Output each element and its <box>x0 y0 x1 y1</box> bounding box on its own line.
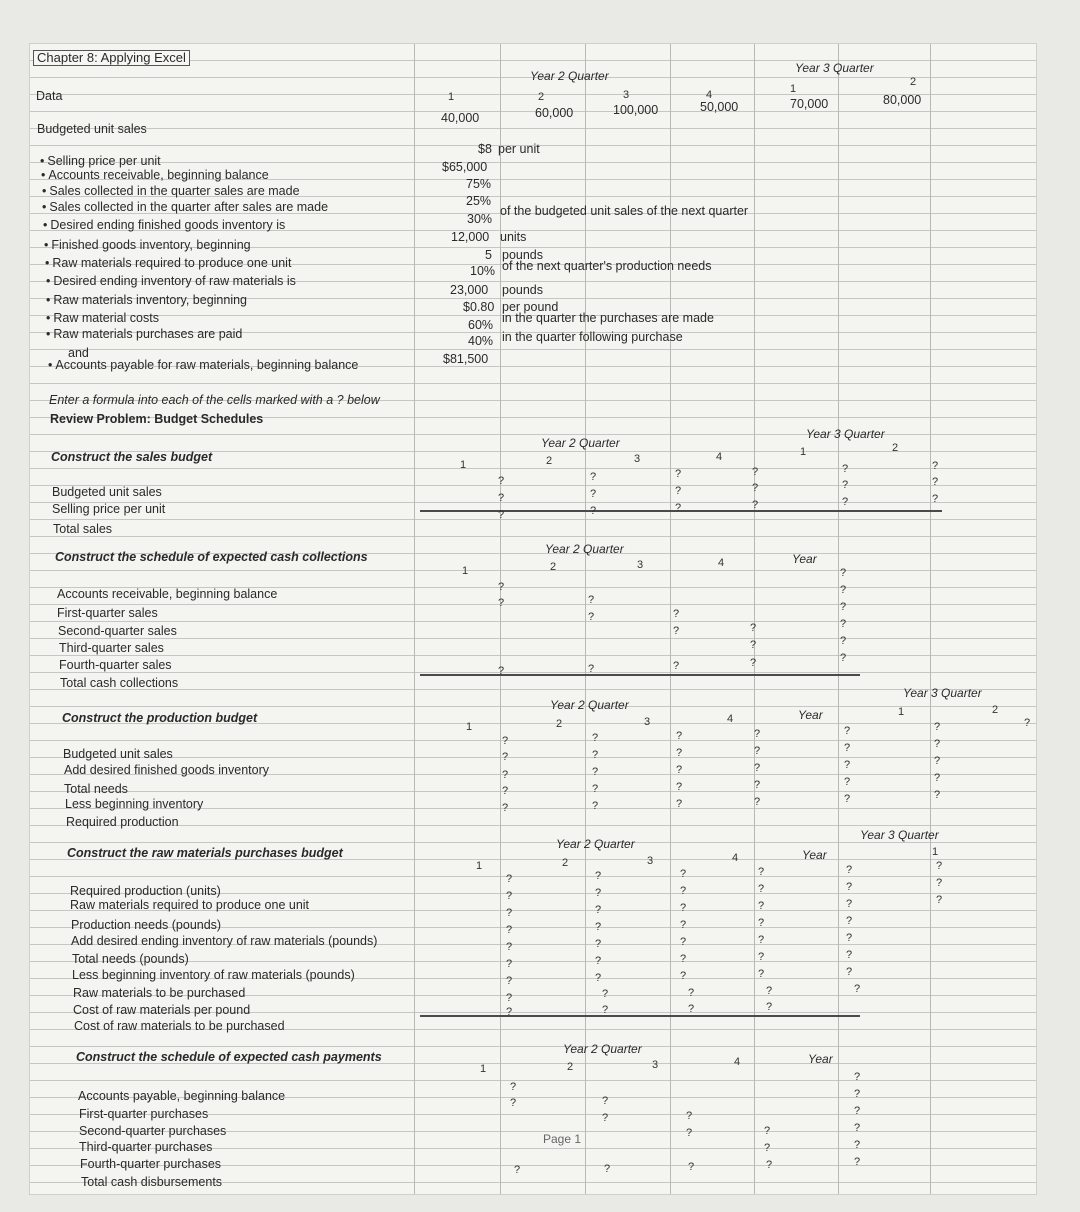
budgeted-units-value[interactable]: 100,000 <box>613 103 659 117</box>
collections-quarter: 1 <box>462 565 469 577</box>
formula-cell[interactable]: ? <box>498 509 505 521</box>
input-label: • Raw materials inventory, beginning <box>46 293 247 307</box>
input-label: • Finished goods inventory, beginning <box>44 238 251 252</box>
formula-cell[interactable]: ? <box>686 1110 693 1122</box>
formula-cell[interactable]: ? <box>688 987 695 999</box>
formula-cell[interactable]: ? <box>854 1071 861 1083</box>
formula-cell[interactable]: ? <box>854 1088 861 1100</box>
formula-cell[interactable]: ? <box>506 1006 513 1018</box>
formula-cell[interactable]: ? <box>854 1122 861 1134</box>
formula-cell[interactable]: ? <box>506 924 513 936</box>
formula-cell[interactable]: ? <box>750 657 757 669</box>
formula-cell[interactable]: ? <box>752 466 759 478</box>
payments-year-label: Year <box>808 1052 833 1066</box>
data-year2-header: Year 2 Quarter <box>530 69 609 83</box>
formula-cell[interactable]: ? <box>592 749 599 761</box>
formula-cell[interactable]: ? <box>758 900 765 912</box>
collections-row-label: First-quarter sales <box>57 606 158 620</box>
formula-cell[interactable]: ? <box>1024 717 1031 729</box>
formula-cell[interactable]: ? <box>595 870 602 882</box>
formula-cell[interactable]: ? <box>688 1003 695 1015</box>
data-quarter: 2 <box>910 76 917 88</box>
formula-cell[interactable]: ? <box>506 907 513 919</box>
input-value[interactable]: 40% <box>468 334 494 348</box>
formula-cell[interactable]: ? <box>686 1127 693 1139</box>
data-quarter: 1 <box>790 83 797 95</box>
formula-cell[interactable]: ? <box>595 904 602 916</box>
sales-year3-header: Year 3 Quarter <box>806 427 885 441</box>
chapter-title: Chapter 8: Applying Excel <box>33 50 190 66</box>
formula-cell[interactable]: ? <box>932 493 939 505</box>
formula-cell[interactable]: ? <box>680 953 687 965</box>
sales-row-label: Total sales <box>53 522 113 536</box>
formula-cell[interactable]: ? <box>592 732 599 744</box>
formula-cell[interactable]: ? <box>932 460 939 472</box>
formula-cell[interactable]: ? <box>498 597 505 609</box>
formula-cell[interactable]: ? <box>758 951 765 963</box>
formula-cell[interactable]: ? <box>766 1001 773 1013</box>
formula-cell[interactable]: ? <box>934 738 941 750</box>
production-row-label: Required production <box>66 815 179 829</box>
total-rule <box>420 674 860 676</box>
formula-cell[interactable]: ? <box>602 1004 609 1016</box>
raw-quarter: 1 <box>476 860 483 872</box>
sales-budget-title: Construct the sales budget <box>51 450 213 464</box>
raw-quarter: 4 <box>732 852 739 864</box>
formula-cell[interactable]: ? <box>502 751 509 763</box>
formula-cell[interactable]: ? <box>602 1095 609 1107</box>
formula-cell[interactable]: ? <box>846 864 853 876</box>
payments-row-label: Second-quarter purchases <box>79 1124 227 1138</box>
formula-cell[interactable]: ? <box>595 955 602 967</box>
formula-cell[interactable]: ? <box>754 779 761 791</box>
formula-cell[interactable]: ? <box>750 622 757 634</box>
data-label: Data <box>36 89 63 103</box>
formula-cell[interactable]: ? <box>846 932 853 944</box>
formula-cell[interactable]: ? <box>588 611 595 623</box>
formula-cell[interactable]: ? <box>754 728 761 740</box>
input-label: • Raw materials purchases are paid <box>46 327 242 341</box>
formula-cell[interactable]: ? <box>766 985 773 997</box>
raw-row-label: Required production (units) <box>70 884 221 898</box>
sales-quarter: 1 <box>800 446 807 458</box>
raw-row-label: Raw materials to be purchased <box>73 986 246 1000</box>
raw-row-label: Cost of raw materials to be purchased <box>74 1019 285 1033</box>
payments-quarter: 1 <box>480 1063 487 1075</box>
raw-materials-title: Construct the raw materials purchases budget <box>67 846 343 860</box>
formula-cell[interactable]: ? <box>673 660 680 672</box>
sales-quarter: 2 <box>892 442 899 454</box>
formula-cell[interactable]: ? <box>590 488 597 500</box>
payments-row-label: Third-quarter purchases <box>79 1140 213 1154</box>
formula-cell[interactable]: ? <box>506 958 513 970</box>
formula-cell[interactable]: ? <box>604 1163 611 1175</box>
raw-row-label: Total needs (pounds) <box>72 952 189 966</box>
formula-cell[interactable]: ? <box>510 1097 517 1109</box>
formula-cell[interactable]: ? <box>595 972 602 984</box>
formula-cell[interactable]: ? <box>680 885 687 897</box>
formula-cell[interactable]: ? <box>588 594 595 606</box>
production-quarter: 1 <box>898 706 905 718</box>
input-value[interactable]: 12,000 <box>451 230 490 244</box>
formula-cell[interactable]: ? <box>854 983 861 995</box>
collections-row-label: Accounts receivable, beginning balance <box>57 587 278 601</box>
column-divider <box>838 44 839 1194</box>
input-label: • Accounts receivable, beginning balance <box>41 168 269 182</box>
formula-cell[interactable]: ? <box>840 601 847 613</box>
formula-cell[interactable]: ? <box>590 471 597 483</box>
input-value[interactable]: $65,000 <box>442 160 488 174</box>
formula-cell[interactable]: ? <box>758 883 765 895</box>
formula-cell[interactable]: ? <box>934 789 941 801</box>
payments-quarter: 4 <box>734 1056 741 1068</box>
formula-cell[interactable]: ? <box>602 1112 609 1124</box>
formula-cell[interactable]: ? <box>595 921 602 933</box>
formula-cell[interactable]: ? <box>840 584 847 596</box>
formula-cell[interactable]: ? <box>844 725 851 737</box>
formula-cell[interactable]: ? <box>842 463 849 475</box>
formula-cell[interactable]: ? <box>750 639 757 651</box>
column-divider <box>414 44 415 1194</box>
formula-cell[interactable]: ? <box>758 934 765 946</box>
formula-cell[interactable]: ? <box>675 502 682 514</box>
formula-cell[interactable]: ? <box>676 781 683 793</box>
input-value[interactable]: $0.80 <box>463 300 495 314</box>
sales-row-label: Budgeted unit sales <box>52 485 162 499</box>
page-label: Page 1 <box>543 1132 582 1146</box>
formula-cell[interactable]: ? <box>676 747 683 759</box>
payments-row-label: Accounts payable, beginning balance <box>78 1089 286 1103</box>
formula-cell[interactable]: ? <box>846 898 853 910</box>
raw-row-label: Raw materials required to produce one unit <box>70 898 310 912</box>
payments-quarter: 3 <box>652 1059 659 1071</box>
collections-year2-header: Year 2 Quarter <box>545 542 624 556</box>
input-label: • Raw materials required to produce one unit <box>45 256 291 270</box>
formula-cell[interactable]: ? <box>673 608 680 620</box>
formula-cell[interactable]: ? <box>676 798 683 810</box>
input-value[interactable]: $8 <box>478 142 492 156</box>
formula-cell[interactable]: ? <box>840 652 847 664</box>
budgeted-units-value[interactable]: 70,000 <box>790 97 829 111</box>
sales-year2-header: Year 2 Quarter <box>541 436 620 450</box>
formula-cell[interactable]: ? <box>844 742 851 754</box>
formula-cell[interactable]: ? <box>754 745 761 757</box>
formula-cell[interactable]: ? <box>758 917 765 929</box>
formula-cell[interactable]: ? <box>502 735 509 747</box>
formula-cell[interactable]: ? <box>758 968 765 980</box>
formula-cell[interactable]: ? <box>506 890 513 902</box>
formula-cell[interactable]: ? <box>680 919 687 931</box>
formula-cell[interactable]: ? <box>840 567 847 579</box>
input-value[interactable]: 30% <box>467 212 493 226</box>
formula-cell[interactable]: ? <box>588 663 595 675</box>
production-budget-title: Construct the production budget <box>62 711 258 725</box>
formula-cell[interactable]: ? <box>844 793 851 805</box>
budgeted-units-value[interactable]: 40,000 <box>441 111 480 125</box>
payments-row-label: Total cash disbursements <box>81 1175 223 1189</box>
formula-cell[interactable]: ? <box>514 1164 521 1176</box>
formula-cell[interactable]: ? <box>676 764 683 776</box>
data-quarter: 2 <box>538 91 545 103</box>
formula-cell[interactable]: ? <box>498 475 505 487</box>
formula-cell[interactable]: ? <box>498 665 505 677</box>
formula-cell[interactable]: ? <box>502 802 509 814</box>
column-divider <box>930 44 931 1194</box>
formula-cell[interactable]: ? <box>752 482 759 494</box>
collections-row-label: Second-quarter sales <box>58 624 177 638</box>
collections-quarter: 3 <box>637 559 644 571</box>
formula-cell[interactable]: ? <box>498 581 505 593</box>
formula-cell[interactable]: ? <box>676 730 683 742</box>
input-value[interactable]: $81,500 <box>443 352 489 366</box>
raw-year2-header: Year 2 Quarter <box>556 837 635 851</box>
formula-cell[interactable]: ? <box>502 769 509 781</box>
collections-quarter: 4 <box>718 557 725 569</box>
collections-row-label: Fourth-quarter sales <box>59 658 172 672</box>
cash-payments-title: Construct the schedule of expected cash payments <box>76 1050 382 1064</box>
review-title: Review Problem: Budget Schedules <box>50 412 264 426</box>
raw-year-label: Year <box>802 848 827 862</box>
formula-cell[interactable]: ? <box>675 468 682 480</box>
budgeted-units-value[interactable]: 80,000 <box>883 93 922 107</box>
input-note: in the quarter following purchase <box>502 330 683 344</box>
raw-quarter: 2 <box>562 857 569 869</box>
input-value[interactable]: 23,000 <box>450 283 489 297</box>
formula-cell[interactable]: ? <box>840 635 847 647</box>
formula-cell[interactable]: ? <box>680 970 687 982</box>
input-label: • Selling price per unit <box>40 154 161 168</box>
formula-cell[interactable]: ? <box>590 505 597 517</box>
input-note: per unit <box>498 142 540 156</box>
input-label: and <box>68 346 89 360</box>
raw-row-label: Add desired ending inventory of raw materials (pounds) <box>71 934 378 948</box>
formula-cell[interactable]: ? <box>844 759 851 771</box>
raw-row-label: Less beginning inventory of raw materials (pounds) <box>72 968 355 982</box>
formula-cell[interactable]: ? <box>840 618 847 630</box>
input-value[interactable]: 75% <box>466 177 492 191</box>
sales-quarter: 2 <box>546 455 553 467</box>
input-value[interactable]: 5 <box>485 248 492 262</box>
production-quarter: 1 <box>466 721 473 733</box>
raw-row-label: Production needs (pounds) <box>71 918 222 932</box>
formula-cell[interactable]: ? <box>758 866 765 878</box>
sales-row-label: Selling price per unit <box>52 502 166 516</box>
formula-cell[interactable]: ? <box>592 800 599 812</box>
sales-quarter: 3 <box>634 453 641 465</box>
formula-cell[interactable]: ? <box>754 762 761 774</box>
formula-cell[interactable]: ? <box>934 772 941 784</box>
formula-cell[interactable]: ? <box>680 936 687 948</box>
formula-cell[interactable]: ? <box>846 966 853 978</box>
formula-cell[interactable]: ? <box>502 785 509 797</box>
formula-cell[interactable]: ? <box>854 1156 861 1168</box>
payments-quarter: 2 <box>567 1061 574 1073</box>
data-quarter: 4 <box>706 89 713 101</box>
payments-row-label: First-quarter purchases <box>79 1107 209 1121</box>
cash-collections-title: Construct the schedule of expected cash collections <box>55 550 368 564</box>
formula-cell[interactable]: ? <box>934 755 941 767</box>
collections-row-label: Total cash collections <box>60 676 179 690</box>
data-quarter: 3 <box>623 89 630 101</box>
formula-cell[interactable]: ? <box>592 766 599 778</box>
production-row-label: Total needs <box>64 782 128 796</box>
input-note: of the budgeted unit sales of the next quarter <box>500 204 749 218</box>
formula-cell[interactable]: ? <box>846 881 853 893</box>
production-year3-header: Year 3 Quarter <box>903 686 982 700</box>
formula-cell[interactable]: ? <box>846 915 853 927</box>
formula-cell[interactable]: ? <box>854 1139 861 1151</box>
data-year3-header: Year 3 Quarter <box>795 61 874 75</box>
production-row-label: Budgeted unit sales <box>63 747 173 761</box>
production-year-label: Year <box>798 708 823 722</box>
budgeted-units-value[interactable]: 60,000 <box>535 106 574 120</box>
production-quarter: 2 <box>556 718 563 730</box>
production-quarter: 2 <box>992 704 999 716</box>
input-note: in the quarter the purchases are made <box>502 311 714 325</box>
payments-year2-header: Year 2 Quarter <box>563 1042 642 1056</box>
budgeted-units-label: Budgeted unit sales <box>37 122 147 136</box>
collections-row-label: Third-quarter sales <box>59 641 164 655</box>
formula-cell[interactable]: ? <box>766 1159 773 1171</box>
formula-cell[interactable]: ? <box>844 776 851 788</box>
formula-cell[interactable]: ? <box>936 894 943 906</box>
input-note: of the next quarter's production needs <box>502 259 712 273</box>
formula-cell[interactable]: ? <box>506 941 513 953</box>
input-value[interactable]: 10% <box>470 264 496 278</box>
input-note: units <box>500 230 527 244</box>
sales-quarter: 4 <box>716 451 723 463</box>
formula-cell[interactable]: ? <box>680 902 687 914</box>
data-quarter: 1 <box>448 91 455 103</box>
formula-cell[interactable]: ? <box>764 1125 771 1137</box>
production-row-label: Less beginning inventory <box>65 797 204 811</box>
formula-cell[interactable]: ? <box>764 1142 771 1154</box>
production-year2-header: Year 2 Quarter <box>550 698 629 712</box>
formula-cell[interactable]: ? <box>506 975 513 987</box>
formula-cell[interactable]: ? <box>595 887 602 899</box>
input-label: • Accounts payable for raw materials, beginning balance <box>48 358 358 372</box>
formula-cell[interactable]: ? <box>752 499 759 511</box>
formula-cell[interactable]: ? <box>936 877 943 889</box>
formula-cell[interactable]: ? <box>592 783 599 795</box>
collections-quarter: 2 <box>550 561 557 573</box>
formula-cell[interactable]: ? <box>673 625 680 637</box>
formula-cell[interactable]: ? <box>680 868 687 880</box>
production-quarter: 3 <box>644 716 651 728</box>
sales-quarter: 1 <box>460 459 467 471</box>
input-label: • Desired ending inventory of raw materials is <box>46 274 296 288</box>
input-value[interactable]: 25% <box>466 194 492 208</box>
formula-cell[interactable]: ? <box>846 949 853 961</box>
formula-cell[interactable]: ? <box>688 1161 695 1173</box>
budgeted-units-value[interactable]: 50,000 <box>700 100 739 114</box>
formula-cell[interactable]: ? <box>842 496 849 508</box>
formula-cell[interactable]: ? <box>932 476 939 488</box>
formula-cell[interactable]: ? <box>675 485 682 497</box>
raw-quarter: 3 <box>647 855 654 867</box>
formula-cell[interactable]: ? <box>854 1105 861 1117</box>
input-value[interactable]: 60% <box>468 318 494 332</box>
formula-cell[interactable]: ? <box>934 721 941 733</box>
input-label: • Sales collected in the quarter after sales are made <box>42 200 328 214</box>
formula-cell[interactable]: ? <box>936 860 943 872</box>
raw-quarter: 1 <box>932 846 939 858</box>
input-note: pounds <box>502 283 544 297</box>
formula-cell[interactable]: ? <box>602 988 609 1000</box>
formula-cell[interactable]: ? <box>842 479 849 491</box>
production-quarter: 4 <box>727 713 734 725</box>
total-rule <box>420 1015 860 1017</box>
payments-row-label: Fourth-quarter purchases <box>80 1157 222 1171</box>
input-note: per pound <box>502 300 559 314</box>
instruction-text: Enter a formula into each of the cells marked with a ? below <box>49 393 380 407</box>
input-label: • Sales collected in the quarter sales are made <box>42 184 300 198</box>
input-label: • Raw material costs <box>46 311 159 325</box>
formula-cell[interactable]: ? <box>506 873 513 885</box>
collections-year-label: Year <box>792 552 817 566</box>
column-divider <box>754 44 755 1194</box>
formula-cell[interactable]: ? <box>498 492 505 504</box>
formula-cell[interactable]: ? <box>595 938 602 950</box>
input-note: pounds <box>502 248 544 262</box>
production-row-label: Add desired finished goods inventory <box>64 763 269 777</box>
input-label: • Desired ending finished goods inventory is <box>43 218 285 232</box>
raw-row-label: Cost of raw materials per pound <box>73 1003 251 1017</box>
raw-year3-header: Year 3 Quarter <box>860 828 939 842</box>
formula-cell[interactable]: ? <box>754 796 761 808</box>
formula-cell[interactable]: ? <box>506 992 513 1004</box>
formula-cell[interactable]: ? <box>510 1081 517 1093</box>
